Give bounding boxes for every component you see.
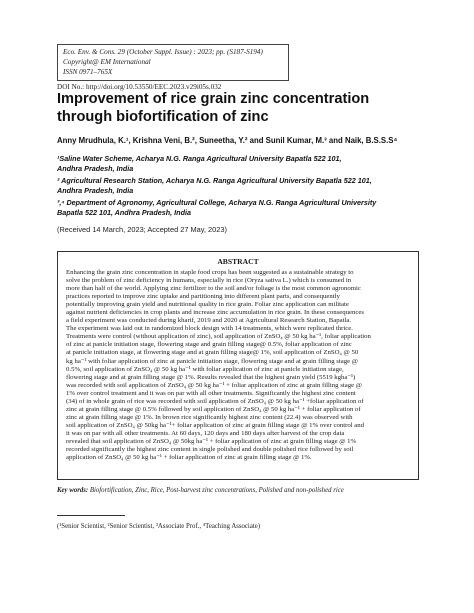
abstract-line: solve the problem of zinc deficiency in humans, especially in rice (Oryza sativa L.) which is consumed in (66, 277, 352, 285)
doi-link[interactable]: DOI No.: http://doi.org/10.53550/EEC.2023.v29i05s.032 (57, 83, 222, 91)
abstract-line: zinc at grain filling stage @ 1%. In brown rice significantly highest zinc content (22.4) was observed with (66, 413, 353, 421)
journal-copyright: Copyright@ EM International (63, 58, 151, 66)
abstract-line: at panicle initiation stage, at flowering stage and at grain filling stage@ 1%, soil application of ZnSO₄ @ 50 (66, 349, 359, 357)
abstract-line: more than half of the world. Applying zinc fertilizer to the soil and/or foliage is the most common agronomic (66, 285, 361, 293)
abstract-line: (34) of in whole grain of rice was recorded with soil application of ZnSO₄ @ 50 kg ha⁻¹ +foliar application of (66, 397, 364, 405)
abstract-line: 1% over control treatment and it was on par with all other treatments. Significantly the highest zinc content (66, 389, 356, 397)
footnote-divider (57, 515, 125, 516)
journal-citation: Eco. Env. & Cons. 29 (October Suppl. Issue) : 2023; pp. (S187-S194) (63, 48, 263, 56)
keywords-label: Key words: (57, 487, 89, 494)
abstract-line: 0.5%, soil application of ZnSO₄ @ 50 kg ha⁻¹ with foliar application of zinc at panicle initiation stage, (66, 365, 344, 373)
abstract-line: a field experiment was conducted during kharif, 2019 and 2020 at Agricultural Research Station, Bapatla. (66, 317, 352, 325)
affiliation-line: Andhra Pradesh, India (57, 186, 134, 195)
abstract-line: recorded significantly the highest zinc content in single polished and double polished rice followed by soil (66, 446, 354, 454)
abstract-heading: ABSTRACT (217, 257, 259, 266)
abstract-line: practices reported to improve zinc uptake and partitioning into different plant parts, and consequently (66, 293, 340, 301)
received-dates: (Received 14 March, 2023; Accepted 27 May, 2023) (57, 225, 227, 234)
abstract-line: potentially improving grain yield and nutritional quality in rice grain. Foliar zinc application can militate (66, 301, 349, 309)
affiliation-line: ² Agricultural Research Station, Acharya N.G. Ranga Agricultural University Bapatla 522 101, (57, 176, 372, 185)
affiliation-1 (57, 154, 417, 174)
abstract-line: flowering stage and at grain filling stage @ 1%. Results revealed that the highest grain yield (5519 kgha⁻¹) (66, 373, 356, 381)
abstract-line: Enhancing the grain zinc concentration in staple food crops has been suggested as a sustainable strategy to (66, 269, 354, 276)
abstract-line: Treatments were control (without application of zinc), soil application of ZnSO₄ @ 50 kg ha⁻¹, foliar application (66, 333, 371, 341)
abstract-line: it was on par with all other treatments. At 60 days, 120 days and 180 days after harvest of the crop data (66, 429, 345, 437)
keywords-text: Biofortification, Zinc, Rice, Post-harvest zinc concentrations, Polished and non-polished rice (88, 487, 344, 494)
abstract-line: revealed that soil application of ZnSO₄ @ 50kg ha⁻¹ + foliar application of zinc at grain filling stage @ 1% (66, 437, 357, 445)
affiliations (57, 154, 417, 220)
abstract-body (66, 269, 412, 462)
affiliation-line: ³,⁴ Department of Agronomy, Agricultural College, Acharya N.G. Ranga Agricultural University (57, 198, 377, 207)
affiliation-line: ¹Saline Water Scheme, Acharya N.G. Ranga Agricultural University Bapatla 522 101, (57, 154, 342, 163)
affiliation-2 (57, 176, 417, 196)
author-roles-footnote: (¹Senior Scientist, ²Senior Scientist, ³Associate Prof., ⁴Teaching Associate) (57, 523, 261, 530)
abstract-line: The experiment was laid out in randomized block design with 14 treatments, which were replicated thrice. (66, 325, 353, 333)
affiliation-line: Andhra Pradesh, India (57, 164, 134, 173)
abstract-box (57, 251, 419, 480)
abstract-line: of zinc at panicle initiation stage, flowering stage and grain filling stage@ 0.5%, foliar application of zinc (66, 341, 352, 349)
affiliation-3 (57, 198, 417, 218)
journal-issn: ISSN 0971–765X (63, 68, 113, 76)
abstract-line: against nutrient deficiencies in crop plants and increase zinc accumulation in rice grain. In these consequences (66, 309, 365, 317)
author-list: Anny Mrudhula, K.¹, Krishna Veni, B.², Suneetha, Y.² and Sunil Kumar, M.³ and Naik, B.S.S.S⁴ (57, 136, 398, 145)
article-title: Improvement of rice grain zinc concentration through biofortification of zinc (57, 91, 370, 125)
abstract-line: kg ha⁻¹ with foliar application of zinc at panicle initiation stage, flowering stage and at grain filling stage @ (66, 357, 359, 365)
journal-header-box (57, 44, 289, 81)
abstract-line: soil application of ZnSO₄ @ 50kg ha⁻¹+ foliar application of zinc at grain filling stage @ 1% over control and (66, 421, 365, 429)
abstract-line: was recorded with soil application of ZnSO₄ @ 50 kg ha⁻¹ + foliar application of zinc at grain filling stage @ (66, 381, 362, 389)
abstract-line: application of ZnSO₄ @ 50 kg ha⁻¹ + foliar application of zinc at grain filling stage @ 1%. (66, 454, 312, 462)
keywords (57, 487, 419, 494)
affiliation-line: Bapatla 522 101, Andhra Pradesh, India (57, 208, 191, 217)
abstract-line: zinc at grain filling stage @ 0.5% followed by soil application of ZnSO₄ @ 50 kg ha⁻¹ + foliar application of (66, 405, 361, 413)
